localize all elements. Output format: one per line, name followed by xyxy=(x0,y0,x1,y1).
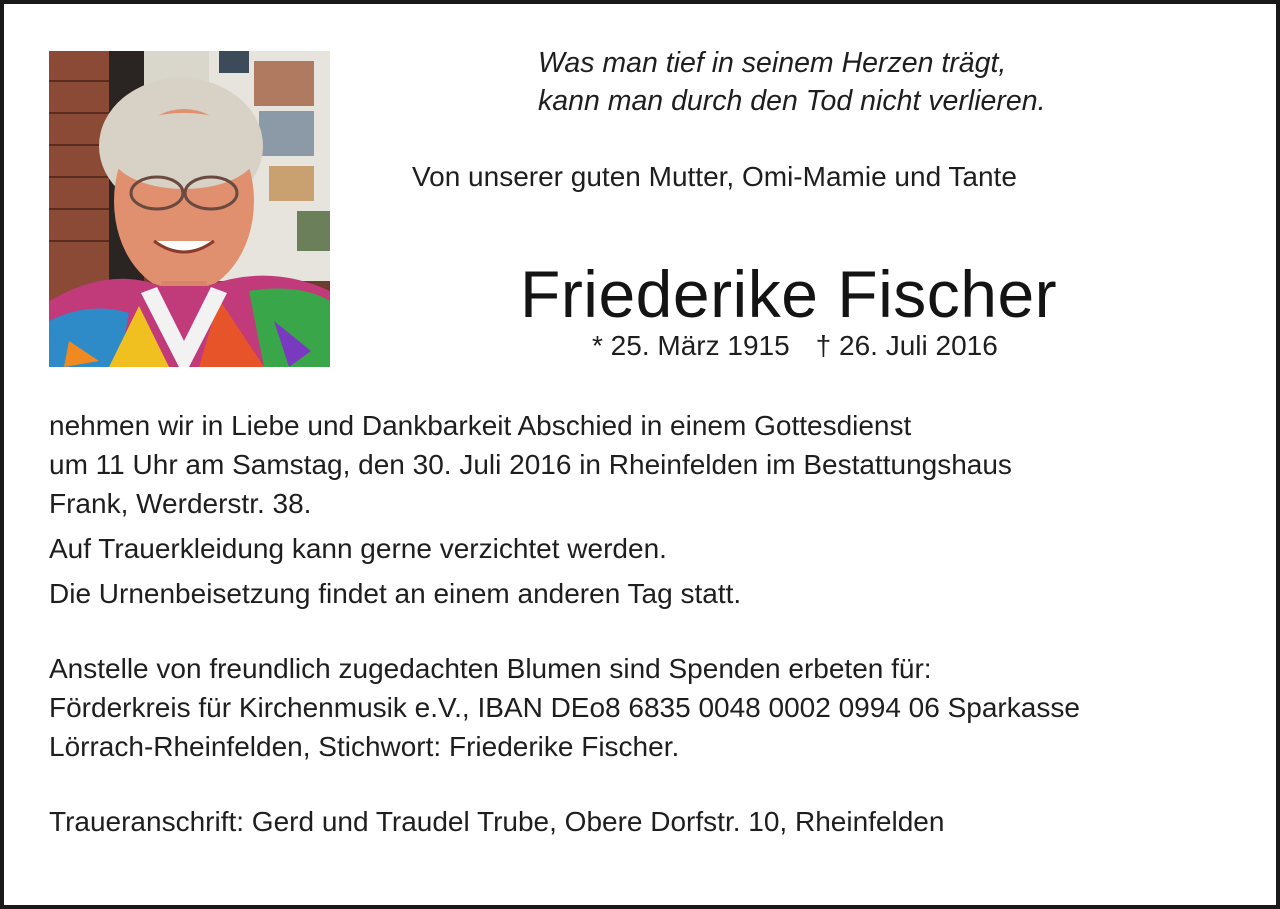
mourning-address: Traueranschrift: Gerd und Traudel Trube, Obere Dorfstr. 10, Rheinfelden xyxy=(49,806,945,837)
donation-line-1: Anstelle von freundlich zugedachten Blumen sind Spenden erbeten für: xyxy=(49,653,932,684)
service-line-3: Frank, Werderstr. 38. xyxy=(49,488,312,519)
donation-line-2: Förderkreis für Kirchenmusik e.V., IBAN DEo8 6835 0048 0002 0994 06 Sparkasse xyxy=(49,692,1080,723)
intro-line: Von unserer guten Mutter, Omi-Mamie und Tante xyxy=(412,161,1017,192)
notice-body xyxy=(49,406,1249,841)
quote-line-2: kann man durch den Tod nicht verlieren. xyxy=(538,85,1046,117)
memorial-quote xyxy=(538,44,1046,120)
service-line-1: nehmen wir in Liebe und Dankbarkeit Abschied in einem Gottesdienst xyxy=(49,410,912,441)
quote-line-1: Was man tief in seinem Herzen trägt, xyxy=(538,47,1007,79)
death-date: † 26. Juli 2016 xyxy=(815,330,998,361)
life-dates xyxy=(592,328,998,364)
birth-date: * 25. März 1915 xyxy=(592,330,790,361)
clothing-note: Auf Trauerkleidung kann gerne verzichtet werden. xyxy=(49,533,667,564)
service-line-2: um 11 Uhr am Samstag, den 30. Juli 2016 in Rheinfelden im Bestattungshaus xyxy=(49,449,1012,480)
portrait-photo xyxy=(49,51,330,367)
burial-note: Die Urnenbeisetzung findet an einem anderen Tag statt. xyxy=(49,578,742,609)
deceased-name: Friederike Fischer xyxy=(520,257,1058,331)
donation-line-3: Lörrach-Rheinfelden, Stichwort: Friederike Fischer. xyxy=(49,731,680,762)
